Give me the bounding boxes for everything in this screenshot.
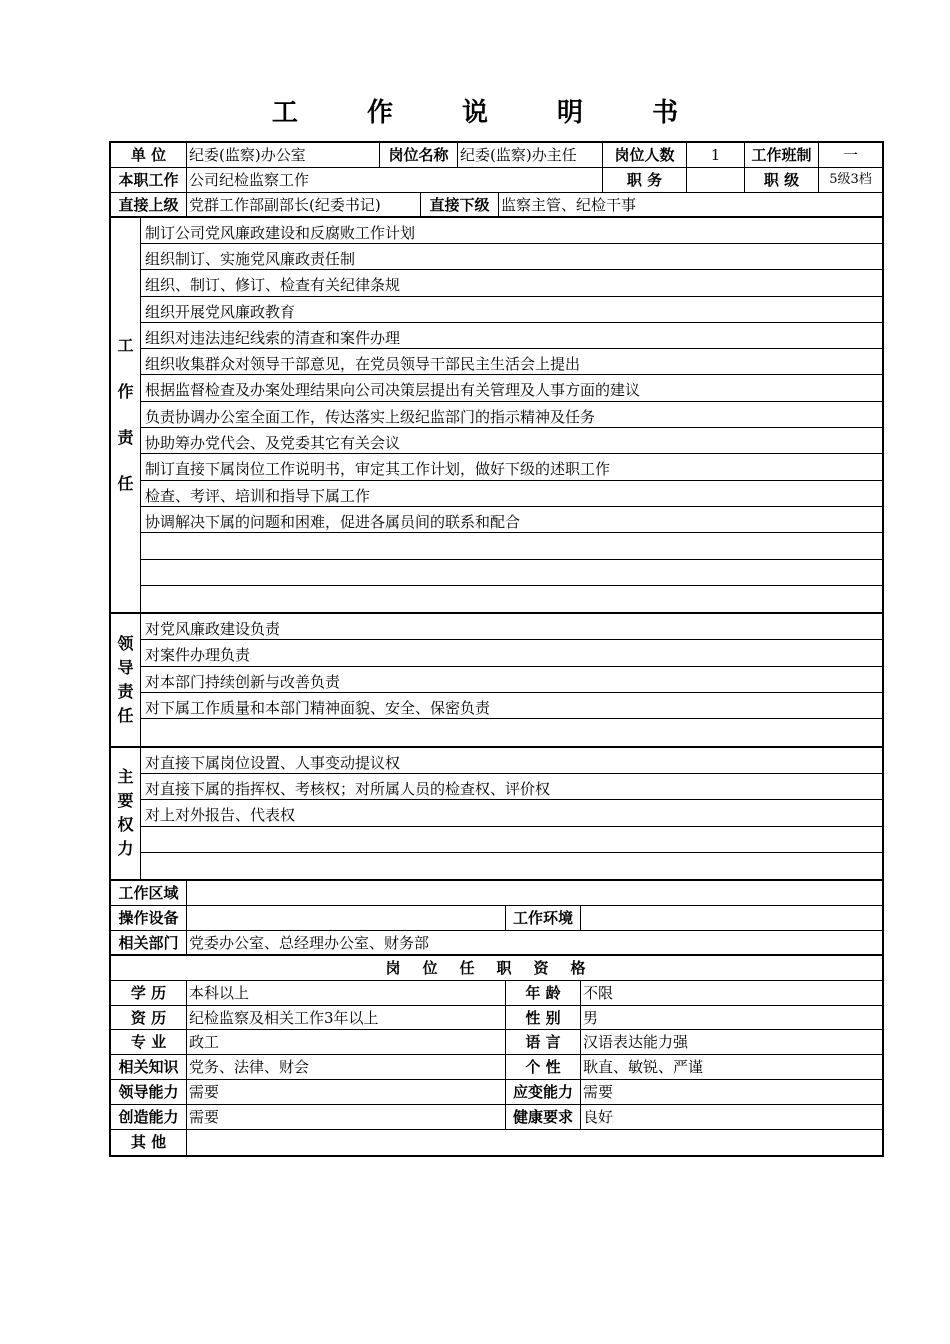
qualification-label: 语 言	[506, 1030, 581, 1054]
authority-item: 对直接下属岗位设置、人事变动提议权	[141, 748, 882, 774]
qualification-value: 政工	[187, 1030, 506, 1054]
dept-row	[111, 931, 882, 956]
duty-item: 制订公司党风廉政建设和反腐败工作计划	[141, 218, 882, 244]
authority-item	[141, 827, 882, 853]
headcount-label: 岗位人数	[603, 143, 687, 167]
leadership-label: 领 导 责 任	[111, 614, 141, 745]
authority-item	[141, 853, 882, 879]
dept-label: 相关部门	[111, 931, 187, 954]
qualification-row	[111, 981, 882, 1006]
subordinate-value: 监察主管、纪检干事	[501, 195, 637, 214]
authority-label: 主 要 权 力	[111, 748, 141, 879]
qualification-value: 需要	[187, 1080, 506, 1104]
authority-item: 对上对外报告、代表权	[141, 800, 882, 826]
shift-label: 工作班制	[745, 143, 819, 167]
other-value	[187, 1130, 882, 1155]
other-label: 其 他	[111, 1130, 187, 1155]
qualification-label: 性 别	[506, 1006, 581, 1030]
equipment-value	[187, 906, 506, 930]
qualifications-header: 岗位任职资格	[385, 958, 608, 977]
qualification-value: 不限	[583, 983, 614, 1002]
subordinate-label: 直接下级	[421, 193, 499, 216]
duty-item	[141, 533, 882, 559]
qualification-row	[111, 1030, 882, 1055]
post-name-value: 纪委(监察)办主任	[458, 143, 603, 167]
qualification-value: 党务、法律、财会	[187, 1055, 506, 1079]
qualification-label: 应变能力	[506, 1080, 581, 1104]
area-value	[187, 881, 882, 905]
basic-row-1	[111, 143, 882, 168]
duty-item: 组织对违法违纪线索的清查和案件办理	[141, 323, 882, 349]
unit-label: 单 位	[111, 143, 187, 167]
authority-section	[111, 748, 882, 881]
duties-label: 工 作 责 任	[111, 218, 141, 612]
dept-value: 党委办公室、总经理办公室、财务部	[189, 933, 430, 952]
duty-item: 协助筹办党代会、及党委其它有关会议	[141, 428, 882, 454]
duty-item: 根据监督检查及办案处理结果向公司决策层提出有关管理及人事方面的建议	[141, 375, 882, 401]
qualification-row	[111, 1080, 882, 1105]
job-description-form	[109, 141, 884, 1157]
env-value	[581, 906, 882, 930]
duty-item: 组织收集群众对领导干部意见，在党员领导干部民主生活会上提出	[141, 349, 882, 375]
qualification-label: 创造能力	[111, 1105, 187, 1129]
qualification-value: 纪检监察及相关工作3年以上	[187, 1006, 506, 1030]
shift-value: 一	[842, 146, 858, 164]
duty-item	[141, 586, 882, 612]
leadership-section	[111, 614, 882, 747]
other-row	[111, 1130, 882, 1155]
qualification-row	[111, 1105, 882, 1130]
qualifications-header-row	[111, 956, 882, 981]
duty-item: 制订直接下属岗位工作说明书，审定其工作计划，做好下级的述职工作	[141, 454, 882, 480]
qualification-value: 本科以上	[187, 981, 506, 1005]
qualification-row	[111, 1006, 882, 1031]
page-title: 工 作 说 明 书	[271, 98, 709, 128]
equipment-row	[111, 906, 882, 931]
duty-item	[141, 560, 882, 586]
area-label: 工作区域	[111, 881, 187, 905]
basic-row-3	[111, 193, 882, 218]
qualification-value: 耿直、敏锐、严谨	[583, 1058, 704, 1077]
leadership-item: 对案件办理负责	[141, 640, 882, 666]
duties-section	[111, 218, 882, 614]
leadership-item	[141, 719, 882, 745]
duty-item: 组织制订、实施党风廉政责任制	[141, 244, 882, 270]
qualification-row	[111, 1055, 882, 1080]
duty-item: 负责协调办公室全面工作，传达落实上级纪监部门的指示精神及任务	[141, 402, 882, 428]
duty-value	[687, 168, 745, 192]
qualification-label: 健康要求	[506, 1105, 581, 1129]
qualification-value: 汉语表达能力强	[583, 1033, 689, 1052]
qualification-value: 需要	[583, 1083, 614, 1102]
duty-item: 组织开展党风廉政教育	[141, 297, 882, 323]
qualification-label: 个 性	[506, 1055, 581, 1079]
duty-item: 协调解决下属的问题和困难，促进各属员间的联系和配合	[141, 507, 882, 533]
env-label: 工作环境	[506, 906, 581, 930]
qualification-label: 学 历	[111, 981, 187, 1005]
qualification-label: 年 龄	[506, 981, 581, 1005]
unit-value: 纪委(监察)办公室	[187, 143, 380, 167]
superior-label: 直接上级	[111, 193, 187, 216]
duty-item: 组织、制订、修订、检查有关纪律条规	[141, 270, 882, 296]
job-label: 本职工作	[111, 168, 187, 192]
duty-label: 职 务	[603, 168, 687, 192]
qualification-value: 良好	[583, 1108, 614, 1127]
leadership-item: 对下属工作质量和本部门精神面貌、安全、保密负责	[141, 693, 882, 719]
post-name-label: 岗位名称	[380, 143, 458, 167]
qualification-label: 专 业	[111, 1030, 187, 1054]
qualification-label: 相关知识	[111, 1055, 187, 1079]
equipment-label: 操作设备	[111, 906, 187, 930]
leadership-item: 对本部门持续创新与改善负责	[141, 667, 882, 693]
grade-value: 5级3档	[829, 171, 872, 187]
area-row	[111, 881, 882, 906]
superior-value: 党群工作部副部长(纪委书记)	[187, 193, 421, 216]
qualification-value: 需要	[187, 1105, 506, 1129]
duty-item: 检查、考评、培训和指导下属工作	[141, 481, 882, 507]
headcount-value: 1	[687, 143, 745, 167]
basic-row-2	[111, 168, 882, 193]
qualification-label: 资 历	[111, 1006, 187, 1030]
qualification-value: 男	[583, 1008, 599, 1027]
job-value: 公司纪检监察工作	[187, 168, 603, 192]
authority-item: 对直接下属的指挥权、考核权；对所属人员的检查权、评价权	[141, 774, 882, 800]
qualification-label: 领导能力	[111, 1080, 187, 1104]
grade-label: 职 级	[745, 168, 819, 192]
leadership-item: 对党风廉政建设负责	[141, 614, 882, 640]
